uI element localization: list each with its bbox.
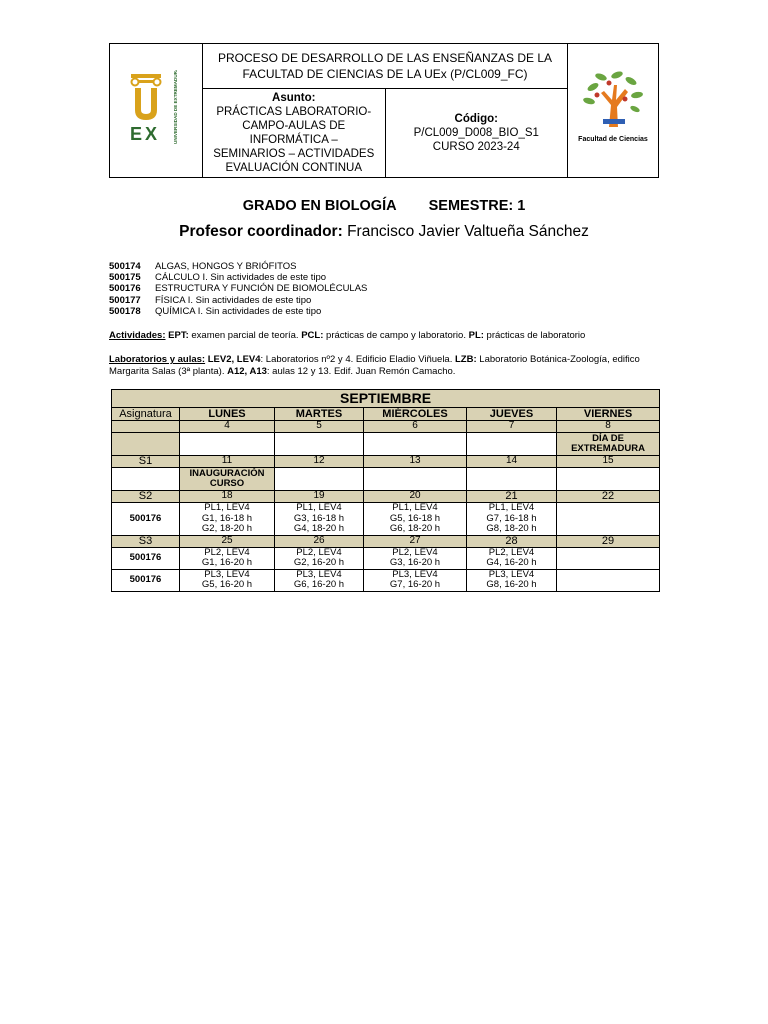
session-line: PL2, LEV4 bbox=[296, 546, 342, 558]
session-cell bbox=[364, 503, 467, 536]
session-cell bbox=[275, 569, 364, 591]
degree-name: GRADO EN BIOLOGÍA bbox=[242, 198, 397, 214]
calendar-cell bbox=[557, 468, 660, 491]
activities-label: Actividades: bbox=[109, 330, 166, 341]
session-line: G1, 16-20 h bbox=[201, 557, 253, 568]
session-line: PL1, LEV4 bbox=[204, 502, 250, 513]
process-title-line2: FACULTAD DE CIENCIAS DE LA UEx (P/CL009_FC) bbox=[242, 67, 528, 81]
week-label: S3 bbox=[112, 535, 180, 547]
day-number: 6 bbox=[364, 421, 467, 433]
session-line: PL1, LEV4 bbox=[296, 502, 342, 513]
labs-legend bbox=[109, 354, 665, 378]
subject-code: 500178 bbox=[109, 305, 141, 317]
degree-title bbox=[0, 198, 768, 214]
subject-row bbox=[109, 283, 367, 294]
pl-text: prácticas de laboratorio bbox=[483, 330, 586, 341]
holiday-cell: DÍA DE EXTREMADURA bbox=[557, 433, 660, 456]
session-line: G4, 18-20 h bbox=[293, 523, 345, 534]
session-line: G6, 16-20 h bbox=[293, 579, 345, 590]
day-number: 12 bbox=[275, 456, 364, 468]
faculty-tree-logo bbox=[573, 65, 653, 151]
session-line: PL2, LEV4 bbox=[204, 546, 250, 558]
day-number: 5 bbox=[275, 421, 364, 433]
subject-row bbox=[109, 295, 367, 306]
session-cell bbox=[467, 569, 557, 591]
semester-label: SEMESTRE: 1 bbox=[428, 198, 526, 214]
session-cell bbox=[180, 503, 275, 536]
ept-text: examen parcial de teoría. bbox=[188, 330, 302, 341]
day-header: MIÉRCOLES bbox=[364, 408, 467, 421]
session-line: G8, 16-20 h bbox=[486, 579, 537, 590]
calendar-cell bbox=[364, 468, 467, 491]
asignatura-header: Asignatura bbox=[112, 408, 180, 421]
session-cell bbox=[364, 569, 467, 591]
session-line: G5, 16-18 h bbox=[389, 512, 441, 524]
session-line: G3, 16-18 h bbox=[293, 512, 345, 524]
calendar-cell bbox=[275, 468, 364, 491]
calendar-cell bbox=[275, 433, 364, 456]
asunto-line-4: EVALUACIÓN CONTINUA bbox=[225, 162, 363, 174]
calendar-cell bbox=[364, 433, 467, 456]
subject-code: 500177 bbox=[109, 294, 141, 306]
uex-logo bbox=[125, 70, 187, 146]
subject-name: ALGAS, HONGOS Y BRIÓFITOS bbox=[155, 261, 297, 272]
day-number: 28 bbox=[467, 535, 557, 547]
day-number: 15 bbox=[557, 456, 660, 468]
subject-row bbox=[109, 306, 367, 317]
subject-code: 500176 bbox=[109, 283, 141, 295]
session-cell bbox=[180, 569, 275, 591]
svg-text:X: X bbox=[145, 124, 158, 144]
asunto-line-2: CAMPO-AULAS DE INFORMÁTICA – bbox=[242, 120, 346, 146]
subject-cell: 500176 bbox=[112, 569, 180, 591]
session-line: PL1, LEV4 bbox=[488, 502, 535, 513]
day-number: 18 bbox=[180, 491, 275, 503]
subject-name: QUÍMICA I. Sin actividades de este tipo bbox=[155, 305, 322, 317]
session-cell bbox=[467, 547, 557, 569]
session-cell bbox=[467, 503, 557, 536]
day-number: 22 bbox=[557, 491, 660, 503]
day-header: JUEVES bbox=[467, 408, 557, 421]
uex-logo-cell bbox=[110, 44, 203, 178]
week-label: S2 bbox=[112, 491, 180, 503]
calendar-cell bbox=[467, 468, 557, 491]
day-number: 11 bbox=[180, 456, 275, 468]
session-line: G2, 16-20 h bbox=[293, 557, 345, 568]
lzb-text: Laboratorio Botánica-Zoología, edifico Margarita Salas (3ª planta). bbox=[109, 354, 640, 377]
subject-name: CÁLCULO I. Sin actividades de este tipo bbox=[155, 272, 327, 284]
session-cell bbox=[275, 503, 364, 536]
month-header: SEPTIEMBRE bbox=[112, 390, 660, 408]
session-line: G5, 16-20 h bbox=[201, 579, 253, 590]
document-header bbox=[109, 43, 659, 178]
session-cell bbox=[275, 547, 364, 569]
day-number: 7 bbox=[467, 421, 557, 433]
inauguration-cell: INAUGURACIÓN CURSO bbox=[180, 468, 275, 491]
day-number: 27 bbox=[364, 535, 467, 547]
day-header: MARTES bbox=[275, 408, 364, 421]
process-title-line1: PROCESO DE DESARROLLO DE LAS ENSEÑANZAS DE LA bbox=[217, 51, 553, 65]
session-line: G1, 16-18 h bbox=[201, 512, 253, 524]
asunto-line-3: SEMINARIOS – ACTIVIDADES bbox=[213, 148, 375, 160]
faculty-caption: Facultad de Ciencias bbox=[578, 136, 648, 143]
subject-cell bbox=[112, 433, 180, 456]
uex-side-text: UNIVERSIDAD DE EXTREMADURA bbox=[173, 70, 178, 144]
day-number: 26 bbox=[275, 535, 364, 547]
process-title bbox=[203, 44, 568, 89]
day-header: LUNES bbox=[180, 408, 275, 421]
subject-cell: 500176 bbox=[112, 503, 180, 536]
session-line: PL3, LEV4 bbox=[488, 568, 535, 580]
subject-cell: 500176 bbox=[112, 547, 180, 569]
coordinator-line bbox=[0, 223, 768, 241]
subject-code: 500175 bbox=[109, 272, 141, 284]
subject-name: ESTRUCTURA Y FUNCIÓN DE BIOMOLÉCULAS bbox=[155, 283, 368, 295]
subjects-list bbox=[109, 261, 367, 317]
day-number: 20 bbox=[364, 491, 467, 503]
curso-value: CURSO 2023-24 bbox=[432, 141, 520, 153]
codigo-label: Código: bbox=[454, 113, 498, 125]
calendar-table bbox=[111, 389, 660, 592]
session-line: G3, 16-20 h bbox=[389, 557, 441, 568]
session-line: G7, 16-18 h bbox=[486, 512, 537, 524]
aulas-abbr: A12, A13 bbox=[227, 366, 267, 377]
pl-abbr: PL: bbox=[468, 330, 484, 341]
calendar-cell bbox=[557, 547, 660, 569]
day-number: 13 bbox=[364, 456, 467, 468]
session-line: PL2, LEV4 bbox=[392, 546, 438, 558]
subject-cell bbox=[112, 468, 180, 491]
faculty-logo-cell bbox=[568, 44, 659, 178]
session-line: G7, 16-20 h bbox=[389, 579, 441, 590]
session-line: PL3, LEV4 bbox=[392, 568, 438, 580]
pcl-abbr: PCL: bbox=[301, 330, 324, 341]
week-label bbox=[112, 421, 180, 433]
day-number: 25 bbox=[180, 535, 275, 547]
session-cell bbox=[364, 547, 467, 569]
coordinator-name: Francisco Javier Valtueña Sánchez bbox=[347, 223, 589, 240]
calendar-cell bbox=[557, 569, 660, 591]
lzb-abbr: LZB: bbox=[455, 354, 477, 365]
codigo-value: P/CL009_D008_BIO_S1 bbox=[413, 127, 539, 139]
day-number: 29 bbox=[557, 535, 660, 547]
session-line: PL2, LEV4 bbox=[488, 546, 535, 558]
lev-text: : Laboratorios nº2 y 4. Edificio Eladio Viñuela. bbox=[260, 354, 455, 365]
day-number: 4 bbox=[180, 421, 275, 433]
asunto-line-1: PRÁCTICAS LABORATORIO- bbox=[216, 106, 372, 118]
codigo-cell bbox=[385, 89, 568, 178]
session-line: G8, 18-20 h bbox=[486, 523, 537, 534]
calendar-cell bbox=[557, 503, 660, 536]
coordinator-label: Profesor coordinador: bbox=[179, 223, 343, 240]
subject-row bbox=[109, 261, 367, 272]
calendar-cell bbox=[180, 433, 275, 456]
subject-code: 500174 bbox=[109, 261, 141, 272]
subject-row bbox=[109, 272, 367, 283]
day-number: 21 bbox=[467, 491, 557, 503]
session-line: G6, 18-20 h bbox=[389, 523, 441, 534]
day-number: 19 bbox=[275, 491, 364, 503]
subject-name: FÍSICA I. Sin actividades de este tipo bbox=[155, 294, 312, 306]
asunto-label: Asunto: bbox=[272, 92, 316, 104]
session-line: PL1, LEV4 bbox=[392, 502, 438, 513]
lev-abbr: LEV2, LEV4 bbox=[205, 354, 261, 365]
activities-legend bbox=[109, 330, 669, 342]
day-number: 8 bbox=[557, 421, 660, 433]
pcl-text: prácticas de campo y laboratorio. bbox=[323, 330, 469, 341]
svg-text:E: E bbox=[130, 124, 143, 144]
session-line: PL3, LEV4 bbox=[204, 568, 250, 580]
day-number: 14 bbox=[467, 456, 557, 468]
day-header: VIERNES bbox=[557, 408, 660, 421]
aulas-text: : aulas 12 y 13. Edif. Juan Remón Camacho. bbox=[266, 366, 456, 377]
labs-label: Laboratorios y aulas: bbox=[109, 354, 206, 365]
session-line: G4, 16-20 h bbox=[486, 557, 537, 568]
calendar-cell bbox=[467, 433, 557, 456]
ept-abbr: EPT: bbox=[168, 330, 189, 341]
session-cell bbox=[180, 547, 275, 569]
session-line: G2, 18-20 h bbox=[201, 523, 253, 534]
asunto-cell bbox=[203, 89, 386, 178]
session-line: PL3, LEV4 bbox=[296, 568, 342, 580]
week-label: S1 bbox=[112, 456, 180, 468]
